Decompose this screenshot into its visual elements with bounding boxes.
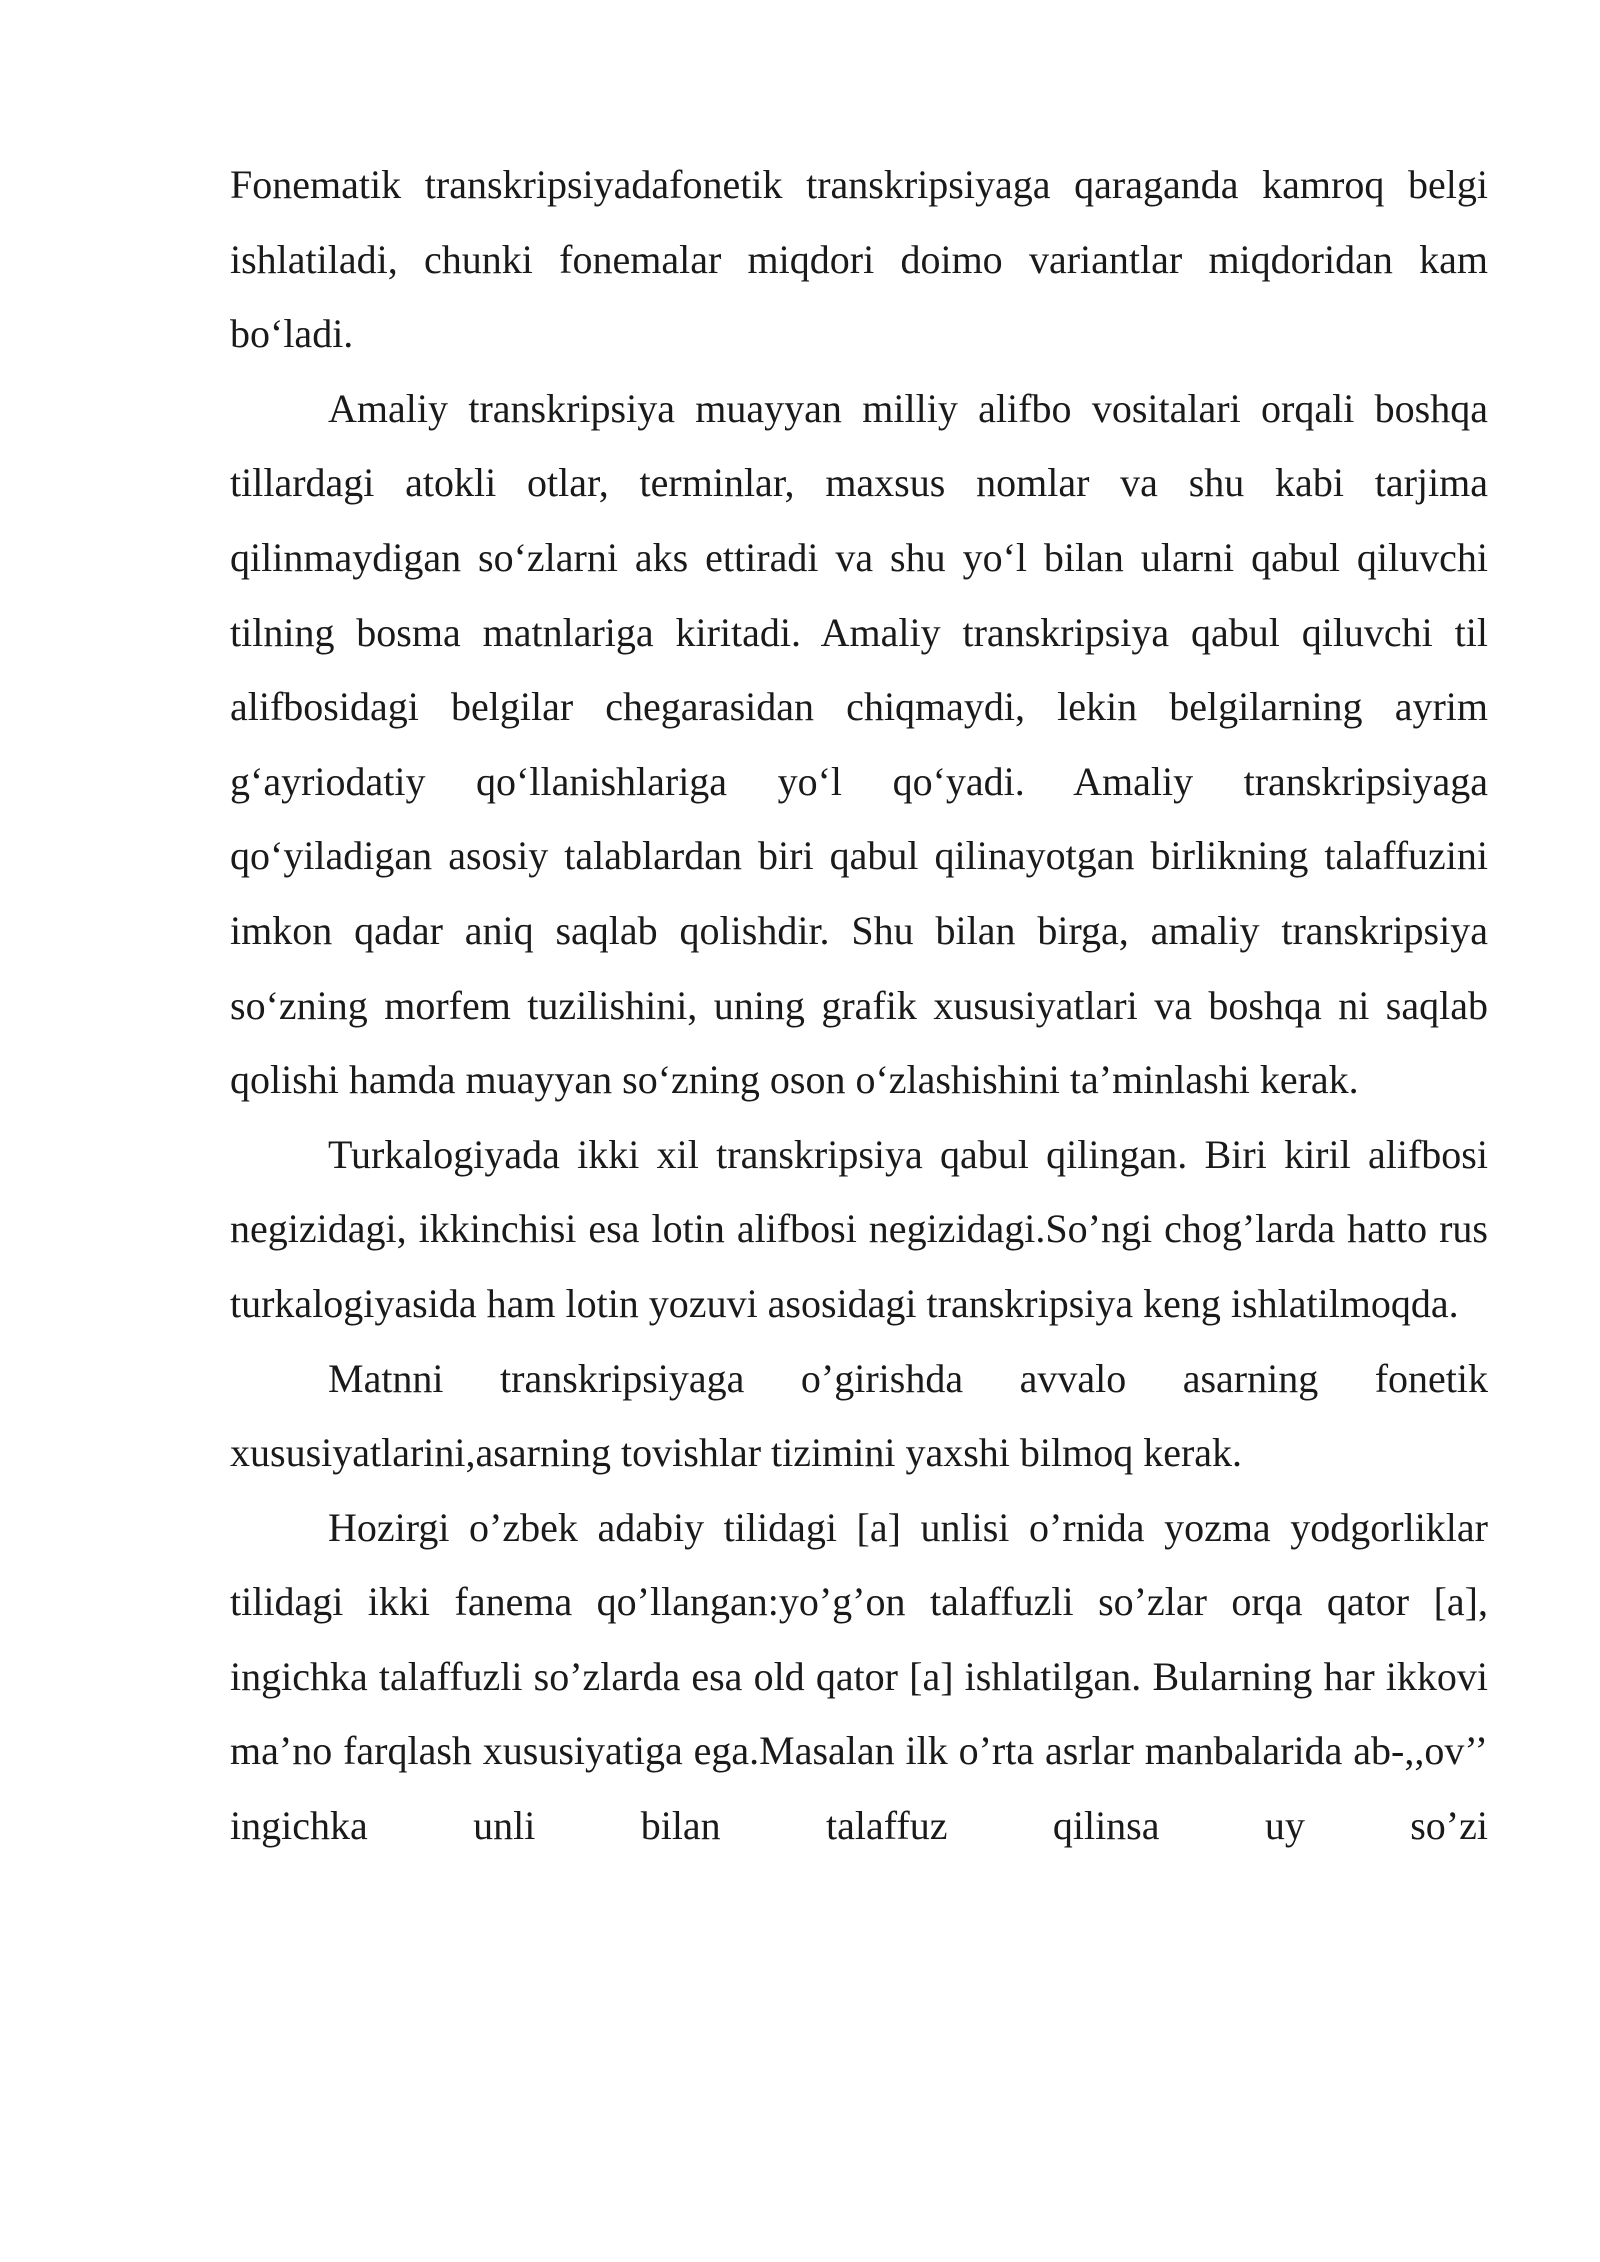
paragraph-3: Turkalogiyada ikki xil transkripsiya qabul qilingan. Biri kiril alifbosi negizidagi, ikkinchisi esa lotin alifbosi negizidagi.So’ngi chog’larda hatto rus turkalogiyasida ham lotin yozuvi asosidagi transkripsiya keng ishlatilmoqda. <box>230 1131 1488 1326</box>
paragraph-2: Amaliy transkripsiya muayyan milliy alifbo vositalari orqali boshqa tillardagi atokli otlar, terminlar, maxsus nomlar va shu kabi tarjima qilinmaydigan so‘zlarni aks ettiradi va shu yo‘l bilan ularni qabul qiluvchi tilning bosma matnlariga kiritadi. Amaliy transkripsiya qabul qiluvchi til alifbosidagi belgilar chegarasidan chiqmaydi, lekin belgilarning ayrim g‘ayriodatiy qo‘llanishlariga yo‘l qo‘yadi. Amaliy transkripsiyaga qo‘yiladigan asosiy talablardan biri qabul qilinayotgan birlikning talaffuzini imkon qadar aniq saqlab qolishdir. Shu bilan birga, amaliy transkripsiya so‘zning morfem tuzilishini, uning grafik xususiyatlari va boshqa ni saqlab qolishi hamda muayyan so‘zning oson o‘zlashishini ta’minlashi kerak. <box>230 385 1488 1103</box>
paragraph-1: Fonematik transkripsiyadafonetik transkripsiyaga qaraganda kamroq belgi ishlatiladi, chunki fonemalar miqdori doimo variantlar miqdoridan kam bo‘ladi. <box>230 162 1488 357</box>
paragraph-5: Hozirgi o’zbek adabiy tilidagi [a] unlisi o’rnida yozma yodgorliklar tilidagi ikki fanema qo’llangan:yo’g’on talaffuzli so’zlar orqa qator [a], ingichka talaffuzli so’zlarda esa old qator [a] ishlatilgan. Bularning har ikkovi ma’no farqlash xususiyatiga ega.Masalan ilk o’rta asrlar manbalarida ab-,,ov’’ ingichka unli bilan talaffuz qilinsa uy so’zi <box>230 1504 1488 1849</box>
paragraph-4: Matnni transkripsiyaga o’girishda avvalo asarning fonetik xususiyatlarini,asarning tovishlar tizimini yaxshi bilmoq kerak. <box>230 1355 1488 1476</box>
document-body <box>230 148 1488 1864</box>
